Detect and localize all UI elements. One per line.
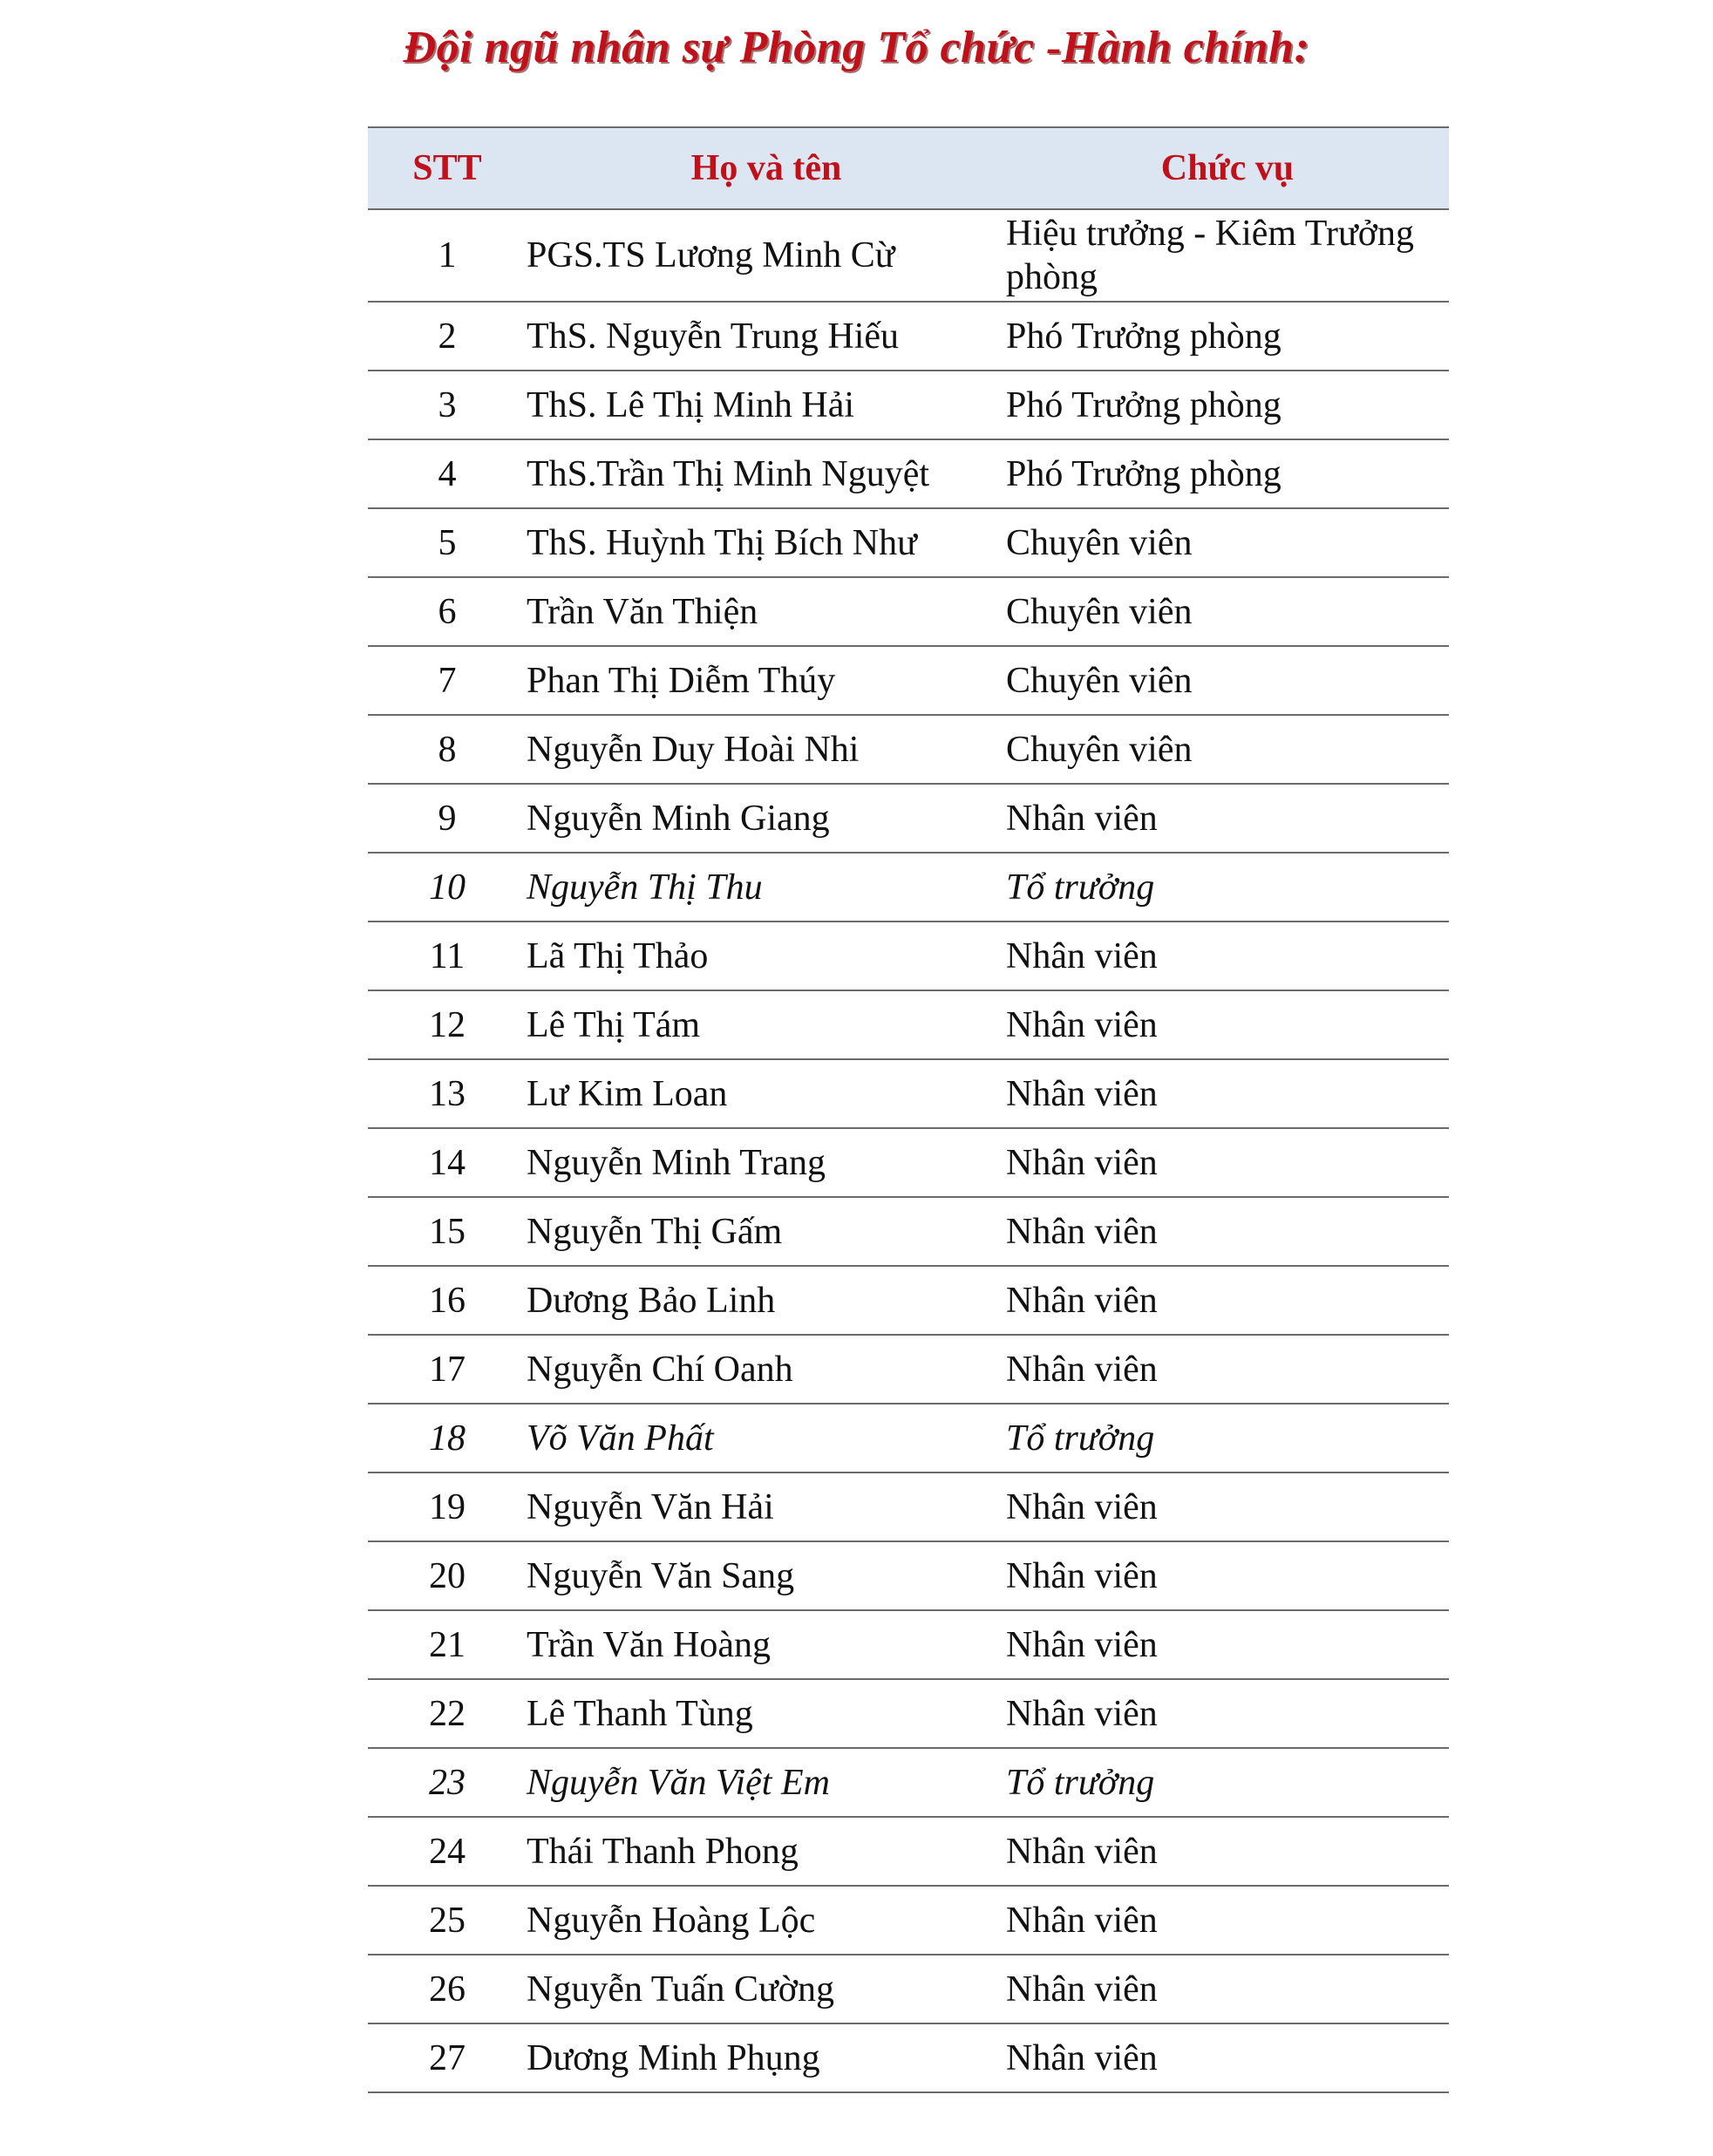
table-row <box>368 439 1449 508</box>
cell-stt: 2 <box>368 302 527 371</box>
cell-role: Nhân viên <box>1006 1197 1449 1266</box>
cell-name: Nguyễn Văn Việt Em <box>527 1748 1006 1817</box>
cell-role: Nhân viên <box>1006 1059 1449 1128</box>
cell-name: Lư Kim Loan <box>527 1059 1006 1128</box>
cell-role: Nhân viên <box>1006 1472 1449 1541</box>
table-row-team-lead <box>368 1404 1449 1472</box>
cell-name: Nguyễn Hoàng Lộc <box>527 1886 1006 1955</box>
cell-role: Tổ trưởng <box>1006 1748 1449 1817</box>
cell-role: Nhân viên <box>1006 1886 1449 1955</box>
cell-name: Nguyễn Văn Hải <box>527 1472 1006 1541</box>
cell-stt: 10 <box>368 853 527 922</box>
cell-role: Nhân viên <box>1006 1335 1449 1404</box>
cell-name: Lã Thị Thảo <box>527 922 1006 990</box>
cell-stt: 21 <box>368 1610 527 1679</box>
cell-stt: 12 <box>368 990 527 1059</box>
cell-name: ThS. Huỳnh Thị Bích Như <box>527 508 1006 577</box>
table-row <box>368 990 1449 1059</box>
table-body <box>368 209 1449 2092</box>
table-header <box>368 127 1449 209</box>
cell-role: Nhân viên <box>1006 1679 1449 1748</box>
cell-name: Dương Minh Phụng <box>527 2023 1006 2092</box>
cell-stt: 22 <box>368 1679 527 1748</box>
cell-stt: 27 <box>368 2023 527 2092</box>
table-row <box>368 2023 1449 2092</box>
table-row <box>368 1955 1449 2023</box>
cell-role: Nhân viên <box>1006 990 1449 1059</box>
cell-stt: 6 <box>368 577 527 646</box>
cell-name: Nguyễn Tuấn Cường <box>527 1955 1006 2023</box>
page-title: Đội ngũ nhân sự Phòng Tổ chức -Hành chính: <box>403 23 1310 72</box>
cell-name: Nguyễn Thị Thu <box>527 853 1006 922</box>
table-row <box>368 1266 1449 1335</box>
cell-name: Nguyễn Minh Trang <box>527 1128 1006 1197</box>
cell-name: Nguyễn Duy Hoài Nhi <box>527 715 1006 784</box>
staff-table <box>368 126 1449 2093</box>
cell-role: Phó Trưởng phòng <box>1006 371 1449 439</box>
table-row <box>368 371 1449 439</box>
cell-stt: 5 <box>368 508 527 577</box>
cell-role: Nhân viên <box>1006 1817 1449 1886</box>
cell-stt: 14 <box>368 1128 527 1197</box>
table-row-team-lead <box>368 853 1449 922</box>
table-row <box>368 1128 1449 1197</box>
table-row <box>368 646 1449 715</box>
cell-role: Phó Trưởng phòng <box>1006 302 1449 371</box>
cell-role: Hiệu trưởng - Kiêm Trưởng phòng <box>1006 209 1449 302</box>
cell-role: Chuyên viên <box>1006 577 1449 646</box>
cell-name: ThS.Trần Thị Minh Nguyệt <box>527 439 1006 508</box>
table-row <box>368 302 1449 371</box>
table-row <box>368 784 1449 853</box>
cell-role: Tổ trưởng <box>1006 853 1449 922</box>
table-row <box>368 1817 1449 1886</box>
cell-stt: 23 <box>368 1748 527 1817</box>
cell-role: Chuyên viên <box>1006 646 1449 715</box>
cell-stt: 26 <box>368 1955 527 2023</box>
table-row <box>368 922 1449 990</box>
cell-stt: 17 <box>368 1335 527 1404</box>
cell-name: ThS. Lê Thị Minh Hải <box>527 371 1006 439</box>
cell-name: Lê Thanh Tùng <box>527 1679 1006 1748</box>
cell-stt: 9 <box>368 784 527 853</box>
cell-name: Trần Văn Hoàng <box>527 1610 1006 1679</box>
cell-stt: 18 <box>368 1404 527 1472</box>
cell-stt: 24 <box>368 1817 527 1886</box>
cell-role: Phó Trưởng phòng <box>1006 439 1449 508</box>
cell-stt: 16 <box>368 1266 527 1335</box>
cell-stt: 3 <box>368 371 527 439</box>
cell-stt: 13 <box>368 1059 527 1128</box>
cell-stt: 7 <box>368 646 527 715</box>
cell-stt: 25 <box>368 1886 527 1955</box>
cell-stt: 4 <box>368 439 527 508</box>
header-row <box>368 127 1449 209</box>
table-row <box>368 1610 1449 1679</box>
cell-stt: 15 <box>368 1197 527 1266</box>
table-row <box>368 715 1449 784</box>
cell-role: Nhân viên <box>1006 2023 1449 2092</box>
cell-name: Thái Thanh Phong <box>527 1817 1006 1886</box>
table-row <box>368 1541 1449 1610</box>
cell-role: Chuyên viên <box>1006 508 1449 577</box>
cell-role: Nhân viên <box>1006 1541 1449 1610</box>
cell-name: Nguyễn Chí Oanh <box>527 1335 1006 1404</box>
cell-role: Nhân viên <box>1006 922 1449 990</box>
header-name: Họ và tên <box>527 127 1006 209</box>
table-row <box>368 1197 1449 1266</box>
cell-name: Lê Thị Tám <box>527 990 1006 1059</box>
table-row <box>368 577 1449 646</box>
cell-stt: 1 <box>368 209 527 302</box>
cell-name: Nguyễn Minh Giang <box>527 784 1006 853</box>
table-row <box>368 1059 1449 1128</box>
cell-role: Chuyên viên <box>1006 715 1449 784</box>
cell-role: Nhân viên <box>1006 1610 1449 1679</box>
cell-role: Tổ trưởng <box>1006 1404 1449 1472</box>
cell-name: Nguyễn Thị Gấm <box>527 1197 1006 1266</box>
table-row-team-lead <box>368 1748 1449 1817</box>
cell-stt: 19 <box>368 1472 527 1541</box>
cell-name: Nguyễn Văn Sang <box>527 1541 1006 1610</box>
table-row <box>368 508 1449 577</box>
cell-role: Nhân viên <box>1006 1955 1449 2023</box>
cell-name: PGS.TS Lương Minh Cừ <box>527 209 1006 302</box>
cell-name: ThS. Nguyễn Trung Hiếu <box>527 302 1006 371</box>
cell-name: Dương Bảo Linh <box>527 1266 1006 1335</box>
cell-name: Võ Văn Phất <box>527 1404 1006 1472</box>
cell-name: Phan Thị Diễm Thúy <box>527 646 1006 715</box>
table-row <box>368 209 1449 302</box>
table-row <box>368 1472 1449 1541</box>
cell-role: Nhân viên <box>1006 784 1449 853</box>
cell-name: Trần Văn Thiện <box>527 577 1006 646</box>
cell-role: Nhân viên <box>1006 1128 1449 1197</box>
cell-stt: 20 <box>368 1541 527 1610</box>
cell-stt: 11 <box>368 922 527 990</box>
table-row <box>368 1886 1449 1955</box>
cell-stt: 8 <box>368 715 527 784</box>
header-stt: STT <box>368 127 527 209</box>
header-role: Chức vụ <box>1006 127 1449 209</box>
table-row <box>368 1335 1449 1404</box>
table-row <box>368 1679 1449 1748</box>
cell-role: Nhân viên <box>1006 1266 1449 1335</box>
